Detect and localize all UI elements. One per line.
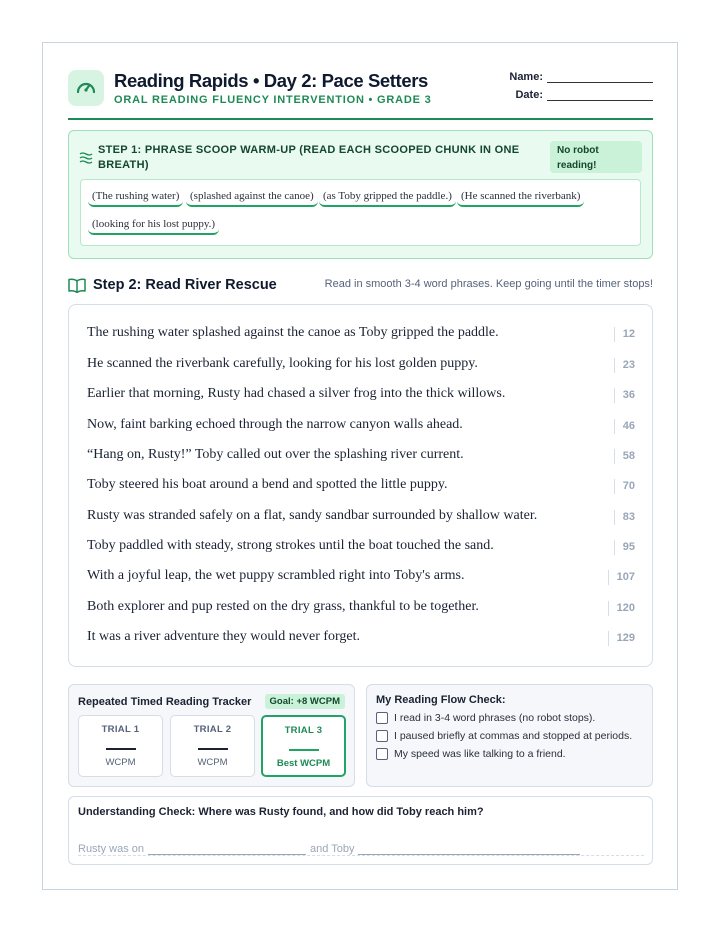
trial-label: TRIAL 2	[193, 724, 232, 735]
phrase-scoop-section	[68, 130, 653, 259]
step2-header	[68, 276, 653, 296]
passage-line: Toby paddled with steady, strong strokes until the boat touched the sand.	[87, 538, 494, 553]
passage-line: Earlier that morning, Rusty had chased a silver frog into the thick willows.	[87, 386, 506, 401]
flow-title: My Reading Flow Check:	[376, 694, 506, 706]
tracker-title: Repeated Timed Reading Tracker	[78, 696, 252, 708]
flow-check-item[interactable]	[376, 748, 566, 760]
trial-unit: WCPM	[197, 757, 228, 768]
answer-blank[interactable]	[148, 845, 306, 855]
word-count: 12	[614, 327, 635, 342]
passage-line: With a joyful leap, the wet puppy scrambled right into Toby's arms.	[87, 568, 465, 583]
header-divider	[68, 118, 653, 120]
scoop-chunk: (He scanned the riverbank)	[457, 190, 584, 207]
passage-line: Toby steered his boat around a bend and spotted the little puppy.	[87, 477, 448, 492]
understanding-check	[68, 796, 653, 865]
step2-hint: Read in smooth 3-4 word phrases. Keep going until the timer stops!	[324, 278, 653, 290]
word-count: 36	[614, 388, 635, 403]
checkbox[interactable]	[376, 712, 388, 724]
check-label: My speed was like talking to a friend.	[394, 748, 566, 760]
understanding-question: Understanding Check: Where was Rusty found, and how did Toby reach him?	[78, 806, 484, 818]
goal-badge: Goal: +8 WCPM	[265, 694, 345, 709]
word-count: 23	[614, 358, 635, 373]
trial-label: TRIAL 1	[101, 724, 140, 735]
scoop-chunk: (as Toby gripped the paddle.)	[319, 190, 456, 207]
passage-line: The rushing water splashed against the canoe as Toby gripped the paddle.	[87, 325, 499, 340]
flow-check-item[interactable]	[376, 712, 595, 724]
worksheet-page	[42, 42, 678, 890]
trial-3-card[interactable]	[261, 715, 346, 777]
check-label: I read in 3-4 word phrases (no robot stops).	[394, 712, 596, 724]
word-count: 58	[614, 449, 635, 464]
answer-prompt: and Toby	[310, 843, 355, 855]
passage-line: It was a river adventure they would never forget.	[87, 629, 361, 644]
scoop-chunks-box	[80, 179, 641, 246]
word-count: 120	[608, 601, 635, 616]
passage-line: He scanned the riverbank carefully, looking for his lost golden puppy.	[87, 356, 478, 371]
scoop-chunk: (The rushing water)	[88, 190, 183, 207]
answer-row	[78, 838, 644, 856]
score-blank[interactable]	[106, 748, 136, 750]
waves-icon	[79, 151, 93, 169]
flow-check-item[interactable]	[376, 730, 632, 742]
date-field[interactable]	[515, 89, 653, 101]
name-label: Name:	[509, 71, 543, 83]
reading-passage	[68, 304, 653, 667]
worksheet-subtitle: ORAL READING FLUENCY INTERVENTION • GRADE 3	[114, 94, 432, 106]
trial-unit: Best WCPM	[276, 758, 331, 769]
worksheet-title: Reading Rapids • Day 2: Pace Setters	[114, 70, 428, 91]
answer-prompt: Rusty was on	[78, 843, 145, 855]
speedometer-icon	[68, 70, 104, 106]
name-line[interactable]	[547, 73, 653, 83]
date-line[interactable]	[547, 91, 653, 101]
word-count: 70	[614, 479, 635, 494]
score-blank[interactable]	[198, 748, 228, 750]
trial-label: TRIAL 3	[284, 725, 323, 736]
date-label: Date:	[515, 89, 543, 101]
checkbox[interactable]	[376, 730, 388, 742]
check-label: I paused briefly at commas and stopped at periods.	[394, 730, 633, 742]
word-count: 129	[608, 631, 635, 646]
passage-line: Now, faint barking echoed through the narrow canyon walls ahead.	[87, 417, 463, 432]
reading-flow-check	[366, 684, 653, 787]
passage-line: “Hang on, Rusty!” Toby called out over the splashing river current.	[87, 447, 464, 462]
no-robot-badge: No robot reading!	[550, 141, 642, 173]
trial-1-card[interactable]	[78, 715, 163, 777]
trial-unit: WCPM	[105, 757, 136, 768]
book-icon	[68, 278, 86, 298]
word-count: 107	[608, 570, 635, 585]
trial-2-card[interactable]	[170, 715, 255, 777]
scoop-chunk: (looking for his lost puppy.)	[88, 218, 219, 235]
timed-reading-tracker	[68, 684, 355, 787]
step1-title: STEP 1: PHRASE SCOOP WARM-UP (READ EACH SCOOPED CHUNK IN ONE BREATH)	[98, 144, 520, 171]
word-count: 83	[614, 510, 635, 525]
scoop-chunk: (splashed against the canoe)	[186, 190, 318, 207]
passage-line: Both explorer and pup rested on the dry grass, thankful to be together.	[87, 599, 479, 614]
word-count: 46	[614, 419, 635, 434]
passage-line: Rusty was stranded safely on a flat, sandy sandbar surrounded by shallow water.	[87, 508, 538, 523]
name-field[interactable]	[509, 71, 653, 83]
step2-title: Step 2: Read River Rescue	[93, 277, 277, 293]
score-blank[interactable]	[289, 749, 319, 751]
checkbox[interactable]	[376, 748, 388, 760]
word-count: 95	[614, 540, 635, 555]
answer-blank[interactable]	[358, 845, 580, 855]
